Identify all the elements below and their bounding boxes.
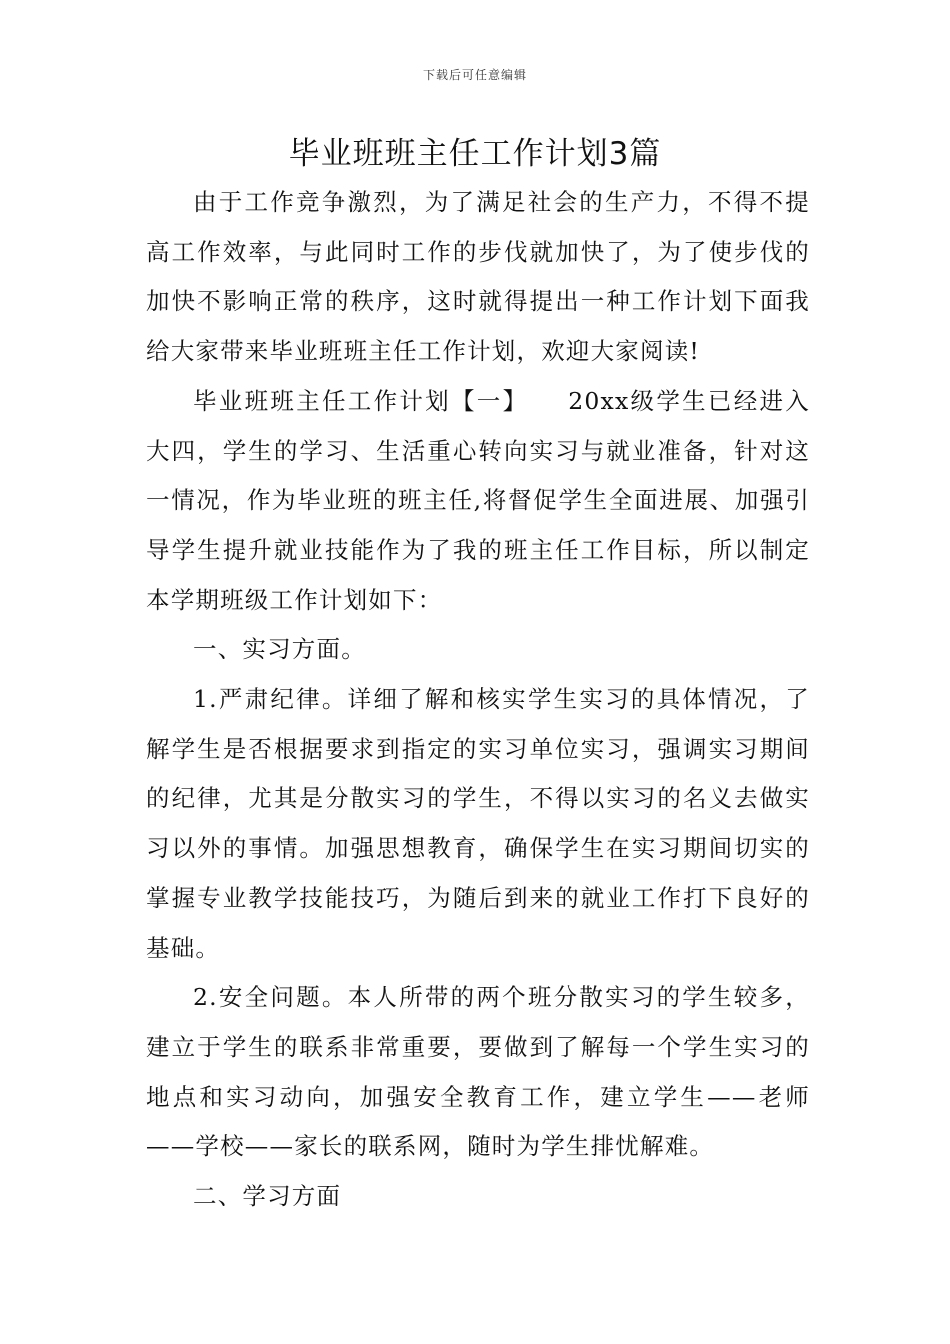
plan-one-paragraph: 毕业班班主任工作计划【一】 20xx级学生已经进入大四，学生的学习、生活重心转向实习与就业准备，针对这一情况，作为毕业班的班主任,将督促学生全面进展、加强引导学生提升就业技能作为了我的班主任工作目标，所以制定本学期班级工作计划如下：: [146, 386, 810, 614]
page-title: 毕业班班主任工作计划3篇: [288, 136, 662, 172]
intro-paragraph: 由于工作竞争激烈，为了满足社会的生产力，不得不提高工作效率，与此同时工作的步伐就加快了，为了使步伐的加快不影响正常的秩序，这时就得提出一种工作计划下面我给大家带来毕业班班主任工作计划，欢迎大家阅读!: [146, 188, 810, 366]
section-heading-internship: 一、实习方面。: [193, 635, 366, 664]
item-safety-paragraph: 2.安全问题。本人所带的两个班分散实习的学生较多，建立于学生的联系非常重要，要做到了解每一个学生实习的地点和实习动向，加强安全教育工作，建立学生——老师——学校——家长的联系网，随时为学生排忧解难。: [146, 983, 810, 1161]
document-body: [146, 178, 810, 1222]
item-discipline-paragraph: 1.严肃纪律。详细了解和核实学生实习的具体情况，了解学生是否根据要求到指定的实习单位实习，强调实习期间的纪律，尤其是分散实习的学生，不得以实习的名义去做实习以外的事情。加强思想教育，确保学生在实习期间切实的掌握专业教学技能技巧，为随后到来的就业工作打下良好的基础。: [146, 685, 810, 962]
header-note: 下载后可任意编辑: [422, 68, 527, 82]
section-heading-study: 二、学习方面: [193, 1182, 342, 1211]
